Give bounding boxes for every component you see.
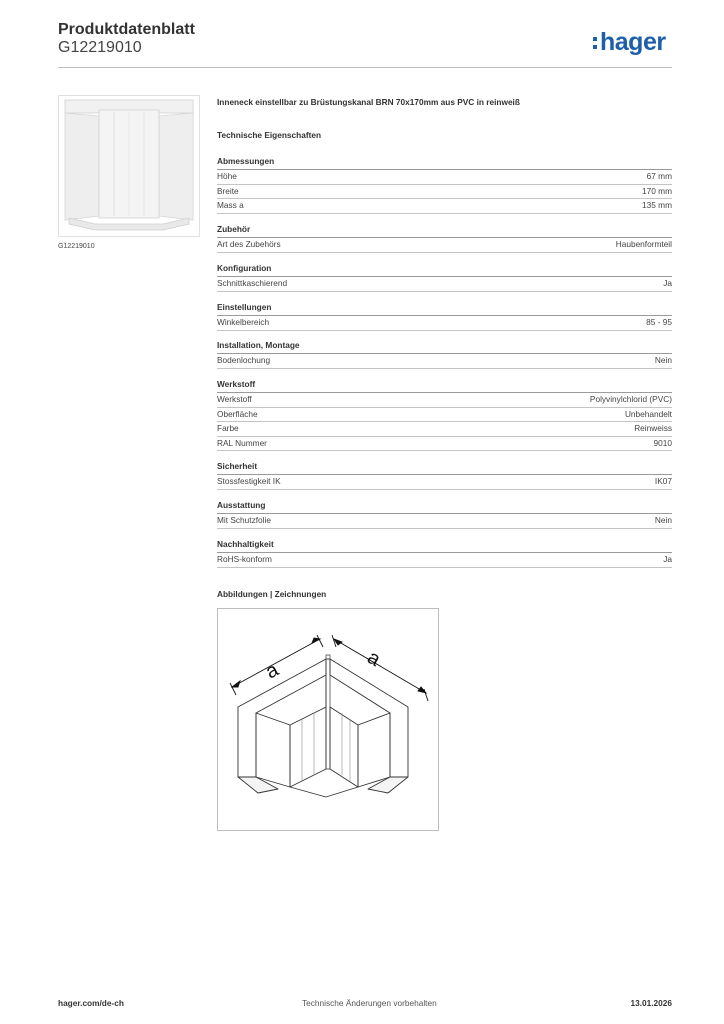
property-label: Farbe	[217, 423, 239, 433]
header-divider	[58, 67, 672, 68]
property-value: Polyvinylchlorid (PVC)	[589, 394, 672, 404]
property-row	[217, 475, 672, 490]
group-einstellungen	[217, 302, 672, 331]
property-label: RAL Nummer	[217, 437, 267, 448]
property-row	[217, 354, 672, 369]
property-label: Mit Schutzfolie	[217, 515, 271, 525]
group-title: Nachhaltigkeit	[217, 539, 672, 553]
property-label: Art des Zubehörs	[217, 239, 281, 249]
property-value: Reinweiss	[634, 423, 672, 433]
property-row	[217, 437, 672, 452]
document-title: Produktdatenblatt	[58, 21, 195, 38]
property-label: Werkstoff	[217, 394, 252, 404]
property-row	[217, 238, 672, 253]
drawings-heading: Abbildungen | Zeichnungen	[217, 589, 327, 599]
property-row	[217, 553, 672, 568]
logo-colon-mark	[593, 26, 598, 58]
group-nachhaltigkeit	[217, 539, 672, 568]
property-row	[217, 514, 672, 529]
group-title: Konfiguration	[217, 263, 672, 277]
property-row	[217, 170, 672, 185]
technical-drawing	[217, 608, 439, 831]
group-abmessungen	[217, 156, 672, 214]
property-label: Höhe	[217, 171, 237, 181]
property-label: Schnittkaschierend	[217, 278, 288, 288]
group-title: Zubehör	[217, 224, 672, 238]
property-label: Breite	[217, 185, 239, 196]
hager-logo[interactable]	[593, 26, 666, 58]
footer-website-link[interactable]: hager.com/de-ch	[58, 998, 124, 1008]
property-label: Stossfestigkeit IK	[217, 476, 281, 486]
article-number: G12219010	[58, 39, 142, 56]
group-sicherheit	[217, 461, 672, 490]
group-title: Einstellungen	[217, 302, 672, 316]
property-value: IK07	[654, 476, 672, 486]
product-description: Inneneck einstellbar zu Brüstungskanal BRN 70x170mm aus PVC in reinweiß	[217, 97, 520, 107]
property-value: Nein	[654, 515, 672, 525]
property-value: Nein	[654, 355, 672, 365]
group-installation-montage	[217, 340, 672, 369]
dimension-label-left: a	[262, 658, 283, 684]
product-photo-icon	[59, 96, 199, 236]
properties-heading: Technische Eigenschaften	[217, 130, 322, 140]
product-image	[58, 95, 200, 237]
logo-text: hager	[600, 28, 666, 56]
group-title: Ausstattung	[217, 500, 672, 514]
property-value: 67 mm	[646, 171, 672, 181]
property-value: 170 mm	[642, 185, 672, 196]
property-label: RoHS-konform	[217, 554, 272, 564]
product-image-caption: G12219010	[58, 243, 95, 250]
property-row	[217, 277, 672, 292]
property-value: 9010	[653, 437, 672, 448]
group-werkstoff	[217, 379, 672, 451]
property-value: Ja	[663, 278, 672, 288]
property-label: Bodenlochung	[217, 355, 271, 365]
group-title: Sicherheit	[217, 461, 672, 475]
property-row	[217, 408, 672, 423]
group-title: Werkstoff	[217, 379, 672, 393]
property-value: Haubenformteil	[615, 239, 672, 249]
property-row	[217, 393, 672, 408]
group-title: Abmessungen	[217, 156, 672, 170]
property-value: 135 mm	[642, 200, 672, 210]
group-konfiguration	[217, 263, 672, 292]
property-value: Unbehandelt	[624, 408, 672, 419]
property-row	[217, 316, 672, 331]
property-value: Ja	[663, 554, 672, 564]
property-row	[217, 422, 672, 437]
group-title: Installation, Montage	[217, 340, 672, 354]
property-row	[217, 199, 672, 214]
property-value: 85 - 95	[646, 317, 672, 327]
footer-date: 13.01.2026	[630, 998, 672, 1008]
group-zubehoer	[217, 224, 672, 253]
dimension-label-right: a	[363, 646, 385, 671]
property-label: Mass a	[217, 200, 244, 210]
footer-disclaimer: Technische Änderungen vorbehalten	[302, 998, 437, 1008]
group-ausstattung	[217, 500, 672, 529]
inner-corner-drawing	[218, 609, 438, 830]
property-label: Oberfläche	[217, 408, 258, 419]
property-label: Winkelbereich	[217, 317, 270, 327]
property-row	[217, 185, 672, 200]
